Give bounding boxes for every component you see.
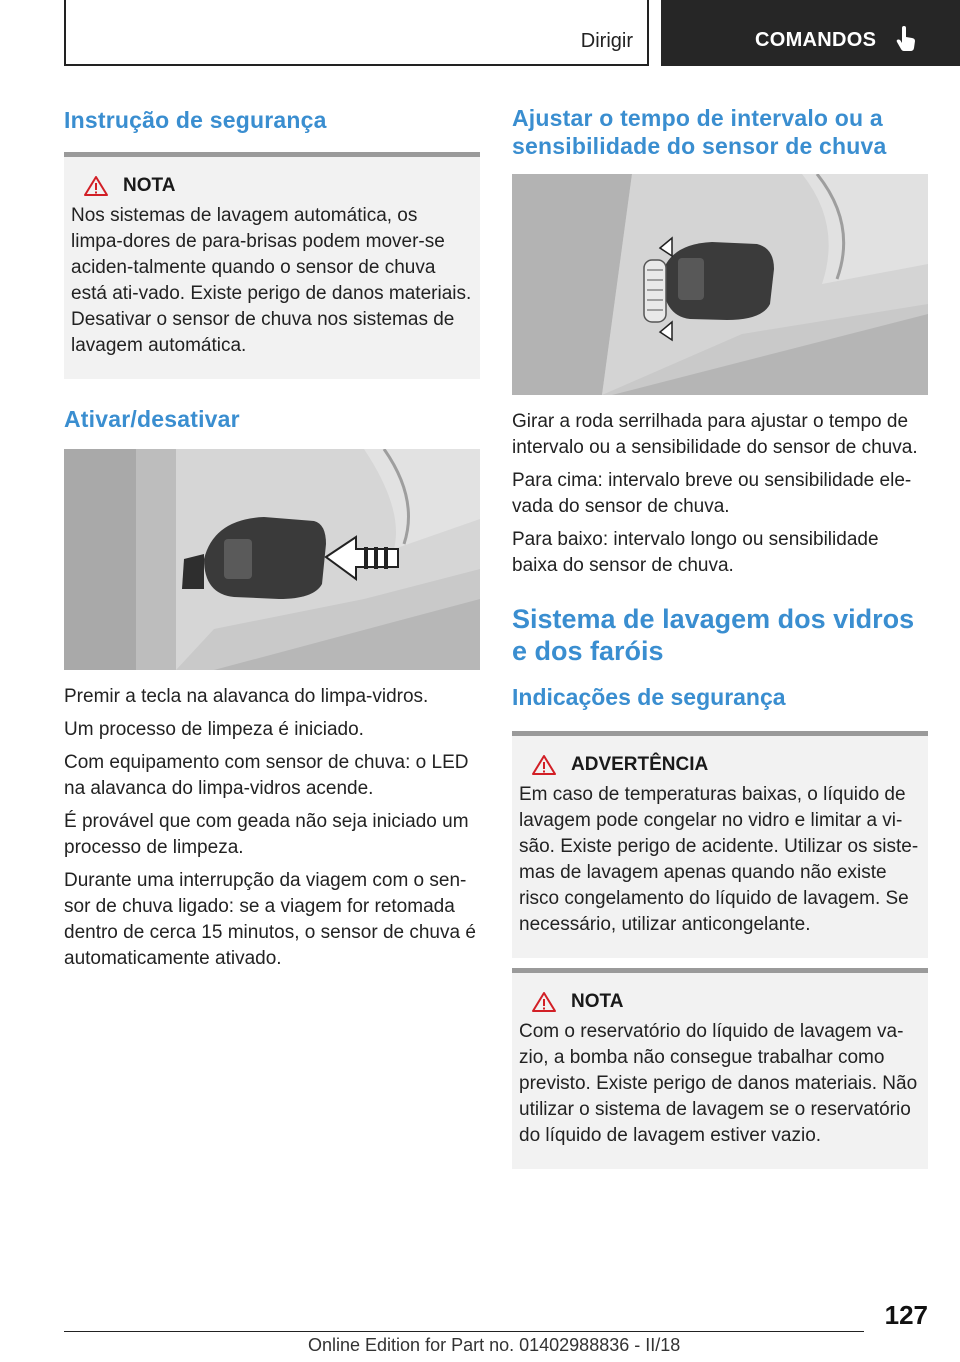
warning-triangle-icon	[531, 754, 557, 776]
right-column	[512, 100, 928, 1169]
note-label: NOTA	[123, 175, 176, 196]
note-text: Com o reservatório do líquido de lavagem va-zio, a bomba não consegue trabalhar como previsto. Existe perigo de danos materiais. Não utilizar o sistema de lavagem se o reservatório do líquido de lavagem estiver vazio.	[519, 1021, 918, 1146]
note-title	[83, 175, 473, 197]
paragraph: Para cima: intervalo breve ou sensibilidade ele-vada do sensor de chuva.	[512, 470, 912, 517]
heading-safety-indications: Indicações de segurança	[512, 684, 786, 710]
header-section-label: Dirigir	[580, 30, 633, 52]
warning-triangle-icon	[83, 175, 109, 197]
left-column	[64, 100, 480, 979]
note-box	[512, 968, 928, 1169]
paragraph: Para baixo: intervalo longo ou sensibilidade baixa do sensor de chuva.	[512, 529, 879, 576]
heading-adjust-interval: Ajustar o tempo de intervalo ou a sensibilidade do sensor de chuva	[512, 105, 887, 159]
note-text: Nos sistemas de lavagem automática, os limpa-dores de para-brisas podem mover-se aciden-talmente quando o sensor de chuva está ati-vado. Existe perigo de danos materiais. Desativar o sensor de chuva nos sistemas de lavagem automática.	[71, 205, 472, 356]
warning-box	[512, 731, 928, 958]
heading-activate-deactivate: Ativar/desativar	[64, 406, 240, 432]
header-chapter-tab	[661, 0, 960, 66]
warning-triangle-icon	[531, 991, 557, 1013]
paragraph: É provável que com geada não seja iniciado um processo de limpeza.	[64, 811, 469, 858]
header-frame	[64, 0, 649, 66]
paragraph: Durante uma interrupção da viagem com o sen-sor de chuva ligado: se a viagem for retomada dentro de cerca 15 minutos, o sensor de chuva é automaticamente ativado.	[64, 870, 476, 969]
note-box	[64, 152, 480, 379]
heading-washer-system: Sistema de lavagem dos vidros e dos faróis	[512, 604, 915, 666]
warning-title	[531, 754, 921, 776]
heading-safety-instruction: Instrução de segurança	[64, 107, 327, 133]
paragraph: Girar a roda serrilhada para ajustar o tempo de intervalo ou a sensibilidade do sensor de chuva.	[512, 411, 918, 458]
footer-divider	[64, 1331, 864, 1332]
warning-text: Em caso de temperaturas baixas, o líquido de lavagem pode congelar no vidro e limitar a vi-são. Existe perigo de acidente. Utilizar os siste-mas de lavagem apenas quando não existe risco congelamento do líquido de lavagem. Se necessário, utilizar anticongelante.	[519, 784, 919, 935]
header-chapter-label: COMANDOS	[755, 29, 877, 51]
footer-edition: Online Edition for Part no. 01402988836 - II/18	[308, 1335, 681, 1355]
note-label: NOTA	[571, 991, 624, 1012]
page-number: 127	[884, 1300, 928, 1330]
photo-knurled-wheel	[512, 174, 928, 395]
photo-wiper-lever-button	[64, 449, 480, 670]
pointing-hand-icon	[895, 26, 917, 52]
paragraph: Com equipamento com sensor de chuva: o LED na alavanca do limpa-vidros acende.	[64, 752, 469, 799]
warning-label: ADVERTÊNCIA	[571, 754, 709, 775]
note-title	[531, 991, 921, 1013]
paragraph: Premir a tecla na alavanca do limpa-vidros.	[64, 686, 429, 707]
paragraph: Um processo de limpeza é iniciado.	[64, 719, 364, 740]
